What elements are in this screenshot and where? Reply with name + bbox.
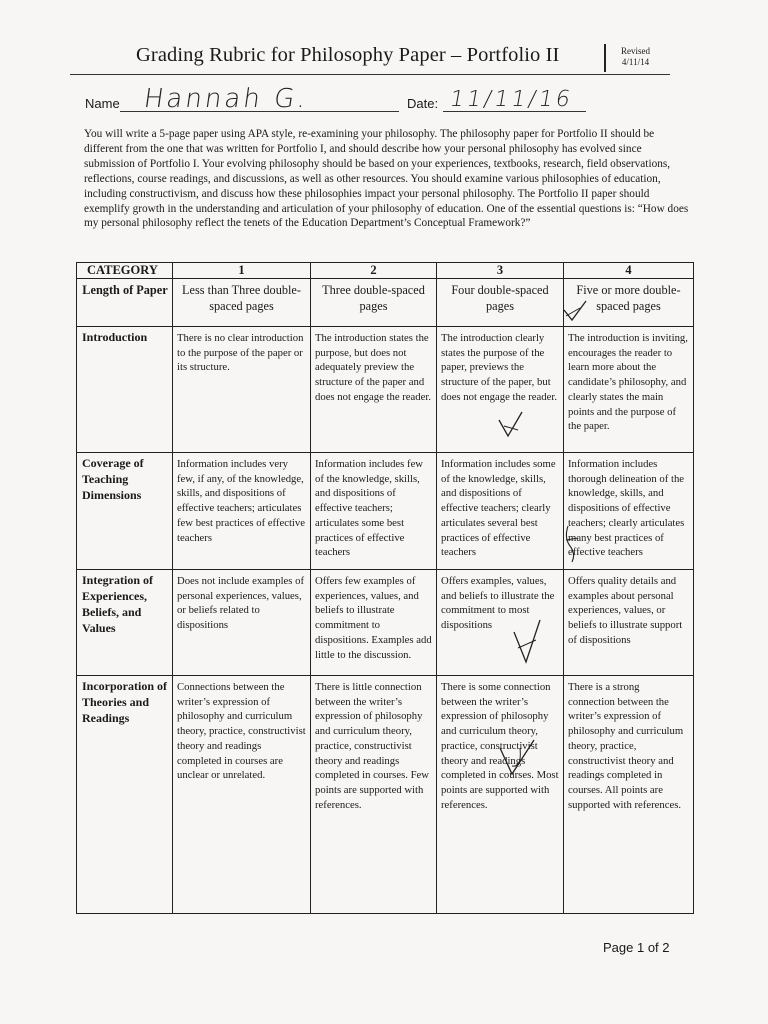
header-score-4: 4 (564, 263, 694, 279)
title-underline (70, 74, 670, 75)
revised-label: Revised (621, 46, 650, 56)
header-score-1: 1 (173, 263, 311, 279)
rubric-cell: There is no clear introduction to the purpose of the paper or its structure. (173, 327, 311, 453)
header-score-3: 3 (437, 263, 564, 279)
header-category: CATEGORY (77, 263, 173, 279)
rubric-header-row (77, 263, 694, 279)
rubric-cell: Offers quality details and examples about personal experiences, values, or beliefs to illustrate support of dispositions (564, 570, 694, 676)
rubric-cell: Three double-spaced pages (311, 279, 437, 327)
row-coverage-of-teaching-dimensions (77, 453, 694, 570)
row-length-of-paper (77, 279, 694, 327)
revised-stamp (621, 46, 650, 68)
rubric-cell: Five or more double-spaced pages (564, 279, 694, 327)
row-category: Integration of Experiences, Beliefs, and Values (77, 570, 173, 676)
row-category: Incorporation of Theories and Readings (77, 676, 173, 914)
name-field[interactable]: Hannah G. (141, 84, 311, 114)
rubric-cell: Offers examples, values, and beliefs to illustrate the commitment to most dispositions (437, 570, 564, 676)
rubric-cell: Information includes some of the knowledge, skills, and dispositions of effective teachers; clearly articulates several best practices of effective teachers (437, 453, 564, 570)
page-title: Grading Rubric for Philosophy Paper – Portfolio II (136, 44, 560, 66)
instructions-paragraph: You will write a 5-page paper using APA style, re-examining your philosophy. The philosophy paper for Portfolio II should be different from the one that was written for Portfolio I, and should describe how your personal philosophy has evolved since submission of Portfolio I. Your evolving philosophy should be based on your experiences, textbooks, research, field observations, reflections, course readings, and discussions, as well as other resources. You should examine various philosophies of education, including constructivism, and discuss how these philosophies impact your personal philosophy. The Portfolio II paper should exemplify growth in the understanding and articulation of your philosophy of education. One of the essential questions is: “How does my personal philosophy reflect the tenets of the Education Department’s Conceptual Framework?” (84, 128, 689, 230)
row-category: Introduction (77, 327, 173, 453)
page-number: Page 1 of 2 (603, 940, 670, 955)
rubric-cell: Four double-spaced pages (437, 279, 564, 327)
rubric-cell: Connections between the writer’s expression of philosophy and curriculum theory, practice, constructivist theory and readings completed in courses are unclear or unrelated. (173, 676, 311, 914)
header-score-2: 2 (311, 263, 437, 279)
rubric-cell: There is a strong connection between the writer’s expression of philosophy and curriculum theory, practice, constructivist theory and readings completed in courses. All points are supported with references. (564, 676, 694, 914)
date-label: Date: (407, 96, 439, 111)
revised-date: 4/11/14 (621, 57, 650, 67)
row-category: Coverage of Teaching Dimensions (77, 453, 173, 570)
rubric-cell: Information includes very few, if any, of the knowledge, skills, and dispositions of effective teachers; articulates few best practices of effective teachers (173, 453, 311, 570)
row-integration-of-experiences (77, 570, 694, 676)
rubric-cell: Does not include examples of personal experiences, values, or beliefs related to dispositions (173, 570, 311, 676)
row-category: Length of Paper (77, 279, 173, 327)
rubric-cell: The introduction states the purpose, but does not adequately preview the structure of the paper and does not engage the reader. (311, 327, 437, 453)
rubric-cell: Less than Three double-spaced pages (173, 279, 311, 327)
rubric-cell: Offers few examples of experiences, values, and beliefs to illustrate commitment to dispositions. Examples add little to the discussion. (311, 570, 437, 676)
row-introduction (77, 327, 694, 453)
rubric-cell: There is some connection between the writer’s expression of philosophy and curriculum theory, practice, constructivist theory and readings completed in courses. Most points are supported with references. (437, 676, 564, 914)
rubric-cell: Information includes few of the knowledge, skills, and dispositions of effective teachers; articulates some best practices of effective teachers (311, 453, 437, 570)
header-divider (604, 44, 606, 72)
rubric-table (76, 262, 694, 914)
row-incorporation-of-theories (77, 676, 694, 914)
rubric-cell: Information includes thorough delineation of the knowledge, skills, and dispositions of effective teachers; clearly articulates many best practices of effective teachers (564, 453, 694, 570)
rubric-cell: There is little connection between the writer’s expression of philosophy and curriculum theory, practice, constructivist theory and readings completed in courses. Few points are supported with references. (311, 676, 437, 914)
name-label: Name (85, 96, 120, 111)
rubric-cell: The introduction clearly states the purpose of the paper, previews the structure of the paper, but does not engage the reader. (437, 327, 564, 453)
rubric-cell: The introduction is inviting, encourages the reader to learn more about the candidate’s philosophy, and clearly states the main points and the purpose of the paper. (564, 327, 694, 453)
date-field[interactable]: 11/11/16 (447, 87, 576, 112)
